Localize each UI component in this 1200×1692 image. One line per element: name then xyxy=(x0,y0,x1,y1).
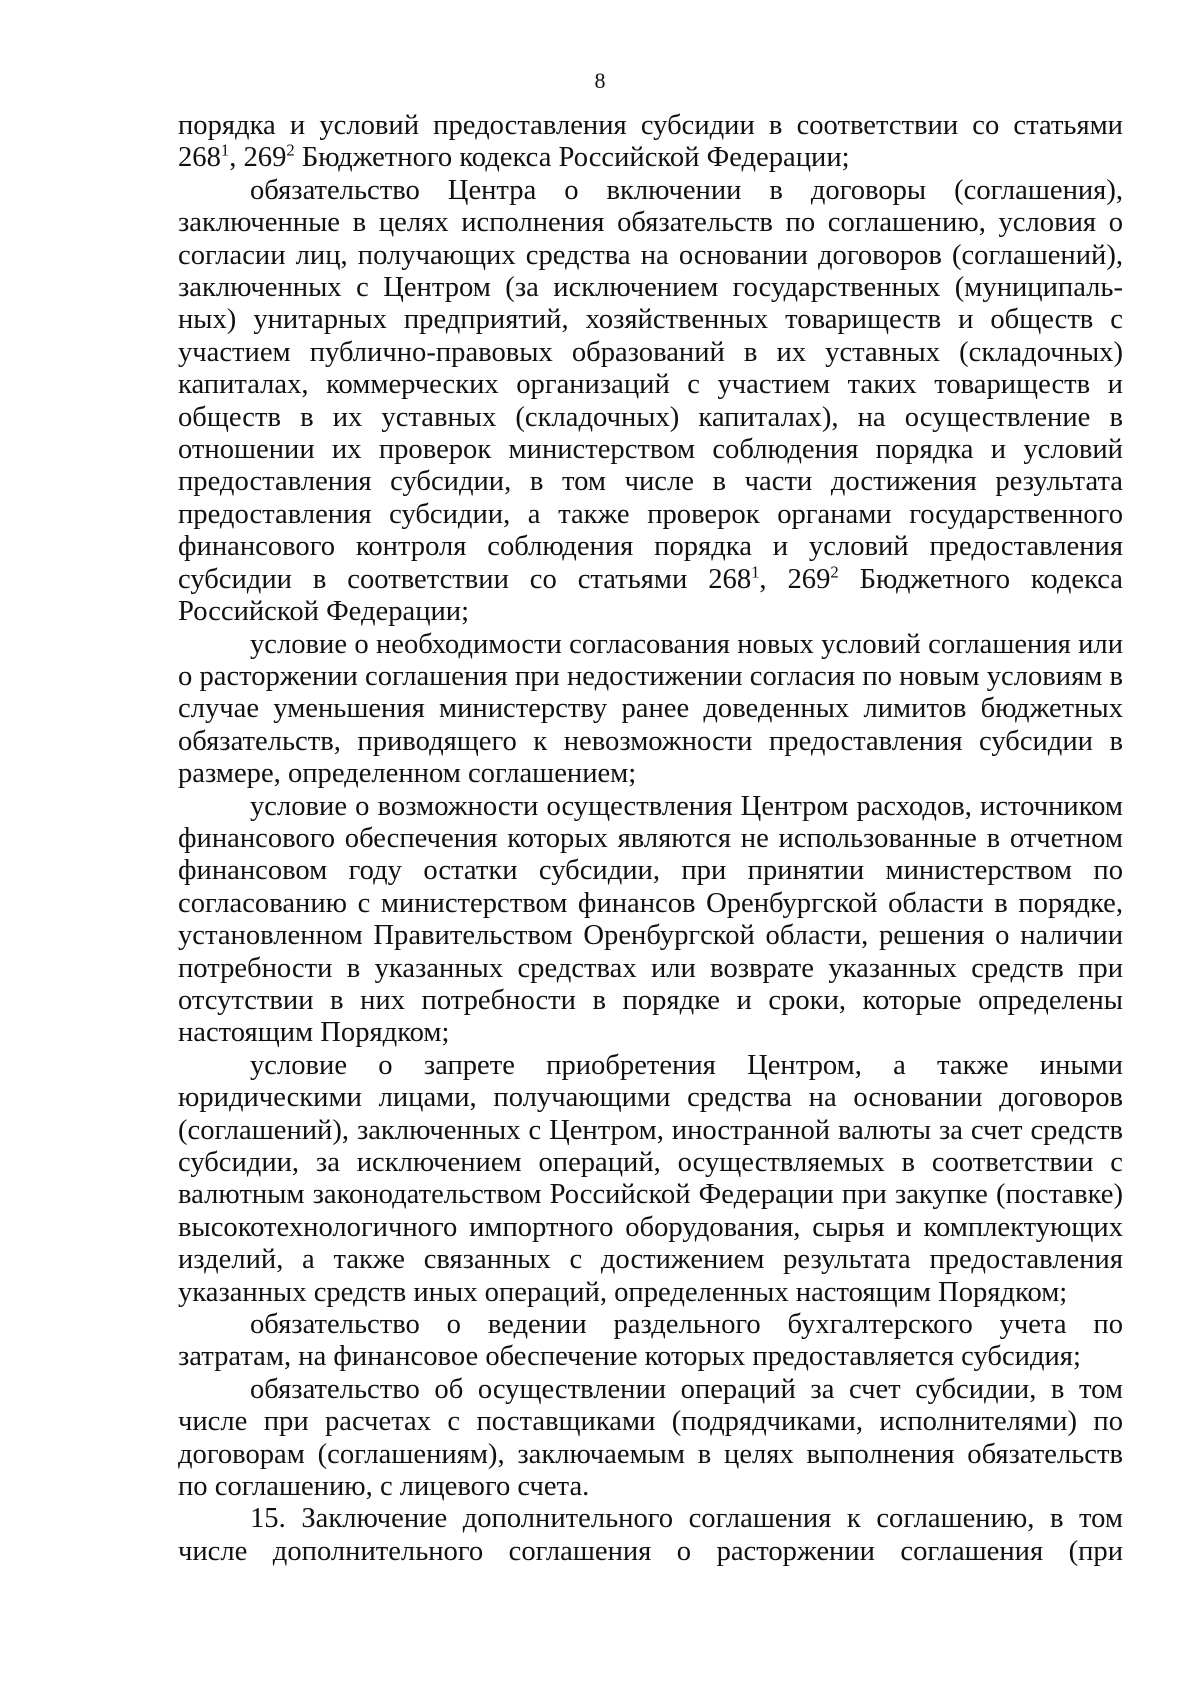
page-number: 8 xyxy=(594,68,606,93)
paragraph-accounting: обязательство о ведении раздельного бухгалтерского учета по затратам, на финансовое обеспечение которых предоставляется субсидия; xyxy=(178,1309,1123,1373)
paragraph-continuation xyxy=(178,110,1123,175)
paragraph-text: порядка и условий предоставления субсидии в соответствии со статьями 268 xyxy=(178,110,1123,174)
paragraph-text: обязательство Центра о включении в договоры (соглашения), заключенные в целях исполнения обязательств по соглашению, условия о согласии лиц, получающих средства на основании договоров (соглашений), заключенных с Центром (за исключением государственных (муниципальных) унитарных предприятий, хозяйственных товариществ и обществ с участием публично-правовых образований в их уставных (складочных) капиталах, коммерческих организаций с участием таких товариществ и обществ в их уставных (складочных) капиталах), на осуществление в отношении их проверок министерством соблюдения порядка и условий предоставления субсидии, в том числе в части достижения результата предоставления субсидии, а также проверок органами государственного финансового контроля соблюдения порядка и условий предоставления субсидии в соответствии со статьями 268 xyxy=(178,174,1123,595)
paragraph-text: Бюджетного кодекса Российской Федерации; xyxy=(178,563,1123,628)
paragraph-new-conditions: условие о необходимости согласования новых условий соглашения или о расторжении соглашения при недостижении согласия по новым условиям в случае уменьшения министерству ранее доведенных лимитов бюджетных обязательств, приводящего к невозможности предоставления субсидии в размере, определенном соглашением; xyxy=(178,628,1123,790)
paragraph-text: , 269 xyxy=(229,142,287,174)
paragraph-currency-ban: условие о запрете приобретения Центром, а также иными юридическими лицами, получающими средства на основании договоров (соглашений), заключенных с Центром, иностранной валюты за счет средств субсидии, за исключением операций, осуществляемых в соответствии с валютным законодательством Российской Федерации при закупке (поставке) высокотехнологичного импортного оборудования, сырья и комплектующих изделий, а также связанных с достижением результата предоставления указанных средств иных операций, определенных настоящим Порядком; xyxy=(178,1049,1123,1308)
superscript-1: 1 xyxy=(751,562,760,582)
paragraph-text: Бюджетного кодекса Российской Федерации; xyxy=(294,142,850,174)
paragraph-item-15: 15. Заключение дополнительного соглашения к соглашению, в том числе дополнительного соглашения о расторжении соглашения (при xyxy=(178,1503,1123,1567)
superscript-2: 2 xyxy=(286,141,295,161)
superscript-2: 2 xyxy=(830,562,839,582)
superscript-1: 1 xyxy=(220,141,230,161)
paragraph-obligation-control xyxy=(178,175,1123,629)
paragraph-text: , 269 xyxy=(759,563,831,595)
paragraph-operations-account: обязательство об осуществлении операций за счет субсидии, в том числе при расчетах с поставщиками (подрядчиками, исполнителями) по договорам (соглашениям), заключаемым в целях выполнения обязательств по соглашению, с лицевого счета. xyxy=(178,1373,1123,1503)
document-body xyxy=(178,110,1123,1568)
paragraph-unused-balances: условие о возможности осуществления Центром расходов, источником финансового обеспечения которых являются не использованные в отчетном финансовом году остатки субсидии, при принятии министерством по согласованию с министерством финансов Оренбургской области в порядке, установленном Правительством Оренбургской области, решения о наличии потребности в указанных средствах или возврате указанных средств при отсутствии в них потребности в порядке и сроки, которые определены настоящим Порядком; xyxy=(178,790,1123,1049)
